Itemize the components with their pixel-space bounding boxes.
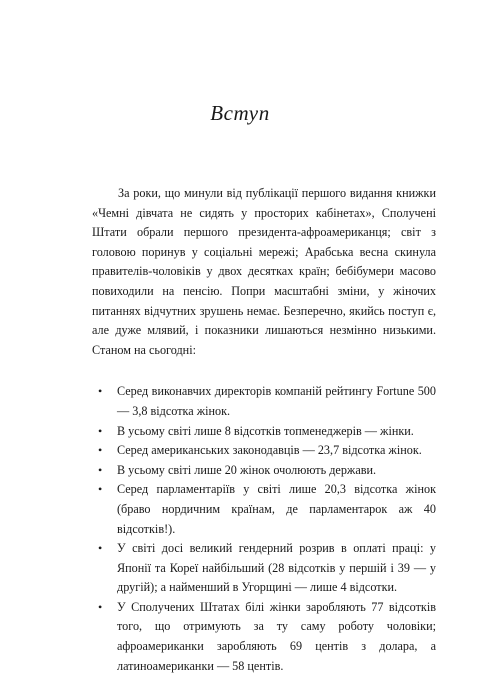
bullet-icon: • bbox=[98, 443, 103, 458]
chapter-body bbox=[92, 184, 436, 676]
list-item-text: Серед американських законодавців — 23,7 відсотка жінок. bbox=[117, 443, 422, 458]
bullet-icon: • bbox=[98, 423, 103, 438]
chapter-title: Вступ bbox=[210, 101, 270, 125]
list-item-text: У Сполучених Штатах білі жінки заробляють 77 відсотків того, що отримують за ту саму роботу чоловіки; афроамериканки заробляють 69 центів з долара, а латиноамериканки — 58 центів. bbox=[117, 599, 436, 673]
bullet-icon: • bbox=[98, 482, 103, 497]
list-item-text: В усьому світі лише 20 жінок очолюють держави. bbox=[117, 462, 377, 477]
bullet-icon: • bbox=[98, 462, 103, 477]
list-item-text: В усьому світі лише 8 відсотків топменеджерів — жінки. bbox=[117, 423, 414, 438]
statistics-list bbox=[92, 382, 436, 676]
list-item-text: Серед виконавчих директорів компаній рейтингу Fortune 500 — 3,8 відсотка жінок. bbox=[117, 384, 436, 418]
list-item bbox=[92, 539, 436, 598]
list-item-text: У світі досі великий гендерний розрив в оплаті праці: у Японії та Кореї найбільший (28 відсотків у першій і 39 — у другій); а найменший в Угорщині — лише 4 відсотки. bbox=[117, 541, 436, 595]
bullet-icon: • bbox=[98, 541, 103, 556]
list-item bbox=[92, 598, 436, 676]
list-item-text: Серед парламентаріїв у світі лише 20,3 відсотка жінок (браво нордичним країнам, де парламентарок аж 40 відсотків!). bbox=[117, 482, 436, 536]
list-item bbox=[92, 422, 436, 442]
list-item bbox=[92, 461, 436, 481]
list-item bbox=[92, 382, 436, 421]
list-item bbox=[92, 441, 436, 461]
bullet-icon: • bbox=[98, 599, 103, 614]
bullet-icon: • bbox=[98, 384, 103, 399]
list-item bbox=[92, 480, 436, 539]
intro-paragraph: За роки, що минули від публікації першого видання книжки «Чемні дівчата не сидять у просторих кабінетах», Сполучені Штати обрали першого президента-афроамериканця; світ з головою поринув у соціальні мережі; Арабська весна скинула правителів-чоловіків у двох десятках країн; бебібумери масово повиходили на пенсію. Попри масштабні зміни, у жіночих питаннях відчутних зрушень немає. Безперечно, якийсь поступ є, але дуже млявий, і показники лишаються незмінно низькими. Станом на сьогодні: bbox=[92, 186, 436, 357]
